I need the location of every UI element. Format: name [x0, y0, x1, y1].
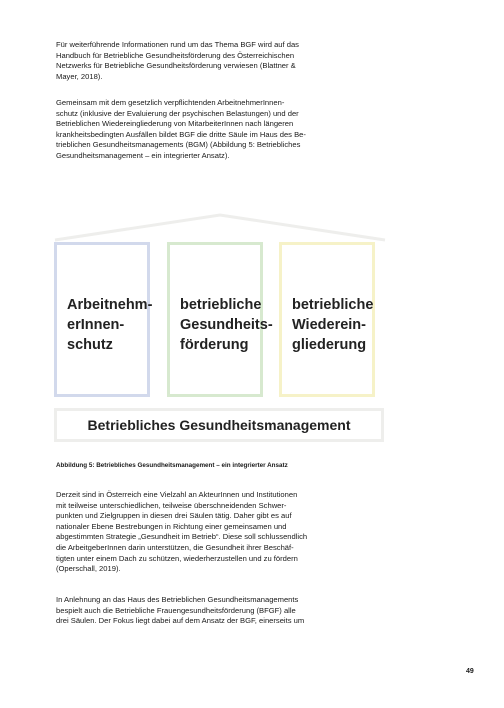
text-line: Derzeit sind in Österreich eine Vielzahl an AkteurInnen und Institutionen [56, 490, 298, 499]
pillar-label [67, 295, 152, 355]
paragraph-akteure [56, 490, 346, 575]
pillar-gesundheitsfoerderung [167, 242, 273, 397]
figure-caption: Abbildung 5: Betriebliches Gesundheitsmanagement – ein integrierter Ansatz [56, 462, 288, 469]
text-line: punkten und Zielgruppen in diesen drei Säulen tätig. Daher gibt es auf [56, 511, 292, 521]
pillar-label-line: Arbeitnehm- [67, 297, 153, 313]
house-base-label: Betriebliches Gesundheitsmanagement [54, 408, 384, 442]
text-line: Handbuch für Betriebliche Gesundheitsförderung des Österreichischen [56, 50, 295, 60]
text-line: krankheitsbedingten Ausfällen bildet BGF die dritte Säule im Haus des Be- [56, 129, 306, 139]
pillar-wiedereingliederung [279, 242, 375, 397]
pillar-label-line: erInnen- [67, 317, 125, 333]
pillar-label-line: gliederung [292, 337, 367, 353]
paragraph-intro [56, 40, 346, 82]
text-line: trieblichen Gesundheitsmanagements (BGM) (Abbildung 5: Betriebliches [56, 140, 301, 150]
text-line: drei Säulen. Der Fokus liegt dabei auf dem Ansatz der BGF, einerseits um [56, 616, 305, 626]
text-line: (Operschall, 2019). [56, 564, 121, 574]
pillar-label-line: förderung [180, 337, 249, 353]
pillar-label-line: schutz [67, 337, 113, 353]
paragraph-bfgf [56, 595, 346, 627]
text-line: bespielt auch die Betriebliche Frauengesundheitsförderung (BFGF) alle [56, 605, 296, 615]
text-line: Betrieblichen Wiedereingliederung von MitarbeiterInnen nach längeren [56, 119, 294, 129]
text-line: Gemeinsam mit dem gesetzlich verpflichtenden ArbeitnehmerInnen- [56, 98, 285, 107]
text-line: nationaler Ebene Bestrebungen in Richtung einer gemeinsamen und [56, 521, 287, 531]
text-line: mit teilweise unterschiedlichen, teilweise überschneidenden Schwer- [56, 500, 287, 510]
pillar-label [292, 295, 373, 355]
text-line: die ArbeitgeberInnen darin unterstützen, die Gesundheit ihrer Beschäf- [56, 542, 294, 552]
text-line: schutz (inklusive der Evaluierung der psychischen Belastungen) und der [56, 108, 299, 118]
text-line: Mayer, 2018). [56, 71, 103, 81]
paragraph-bgm [56, 98, 346, 162]
pillar-label-line: betriebliche [180, 297, 262, 313]
house-roof [54, 212, 386, 244]
pillar-label [180, 295, 273, 355]
text-line: Netzwerks für Betriebliche Gesundheitsförderung verwiesen (Blattner & [56, 61, 296, 71]
text-line: Gesundheitsmanagement – ein integrierter Ansatz). [56, 150, 230, 160]
text-line: abgestimmten Strategie „Gesundheit im Betrieb“. Diese soll schlussendlich [56, 532, 308, 542]
pillar-label-line: Gesundheits- [180, 317, 273, 333]
text-line: In Anlehnung an das Haus des Betrieblichen Gesundheitsmanagements [56, 595, 299, 604]
pillar-label-line: betriebliche [292, 297, 374, 313]
text-line: tigten unter einem Dach zu schützen, wiederherzustellen und zu fördern [56, 553, 298, 563]
bgm-house-diagram [54, 212, 386, 448]
page-number: 49 [466, 668, 474, 675]
pillar-label-line: Wiederein- [292, 317, 366, 333]
pillar-arbeitnehmerinnenschutz [54, 242, 153, 397]
text-line: Für weiterführende Informationen rund um das Thema BGF wird auf das [56, 40, 299, 49]
